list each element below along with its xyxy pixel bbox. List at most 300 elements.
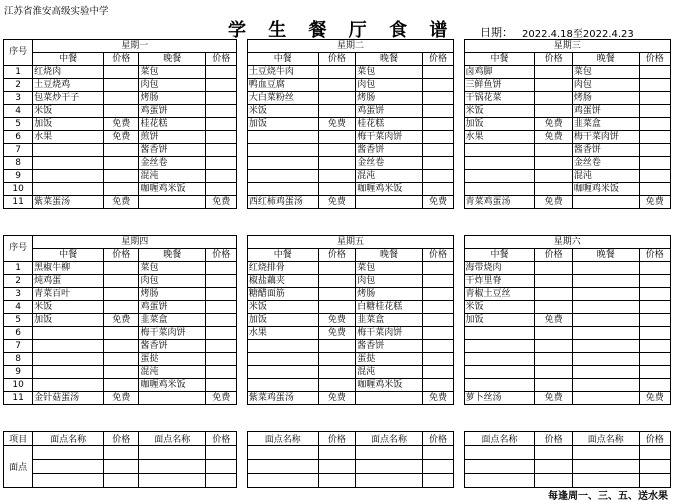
lunch-item (247, 379, 318, 392)
menu-row (4, 262, 671, 275)
gap (237, 379, 247, 392)
gap (237, 366, 247, 379)
dinner-item: 白糖桂花糕 (356, 301, 423, 314)
lunch-price: 免费 (318, 314, 356, 327)
dinner-item (572, 196, 639, 209)
dinner-price (206, 353, 237, 366)
gap (237, 40, 247, 53)
dinner-item: 肉包 (356, 79, 423, 92)
lunch-item (464, 170, 535, 183)
lunch-item: 青菜百叶 (33, 288, 104, 301)
dinner-item: 菜包 (356, 66, 423, 79)
dinner-price (422, 144, 453, 157)
menu-row (4, 392, 671, 405)
gap (237, 118, 247, 131)
price-header: 价格 (206, 249, 237, 262)
row-number: 3 (4, 92, 33, 105)
lunch-item: 米饭 (33, 105, 104, 118)
dinner-price (639, 366, 670, 379)
dinner-item: 烤肠 (139, 92, 206, 105)
dinner-price (206, 170, 237, 183)
lunch-item: 土豆烧牛肉 (247, 66, 318, 79)
dinner-price (206, 366, 237, 379)
gap (454, 340, 464, 353)
dinner-item: 金丝卷 (572, 157, 639, 170)
day-header: 星期一 (33, 40, 237, 53)
gap (454, 314, 464, 327)
dinner-item: 肉包 (139, 79, 206, 92)
dinner-price (206, 144, 237, 157)
snack-header-row (4, 432, 671, 446)
lunch-item: 米饭 (464, 105, 535, 118)
menu-row (4, 157, 671, 170)
lunch-price (535, 301, 573, 314)
dinner-price (639, 144, 670, 157)
lunch-price (104, 379, 139, 392)
dinner-price: 免费 (639, 196, 670, 209)
lunch-item: 加饭 (247, 314, 318, 327)
snack-row (4, 446, 671, 460)
gap (237, 66, 247, 79)
lunch-price (318, 183, 356, 196)
gap (454, 262, 464, 275)
lunch-item: 西红柿鸡蛋汤 (247, 196, 318, 209)
gap (454, 196, 464, 209)
row-number: 5 (4, 314, 33, 327)
gap (237, 196, 247, 209)
row-number: 8 (4, 157, 33, 170)
gap (237, 262, 247, 275)
gap (237, 327, 247, 340)
dinner-price: 免费 (422, 196, 453, 209)
lunch-header: 中餐 (464, 249, 535, 262)
date-value: 2022.4.18至2022.4.23 (522, 29, 634, 40)
lunch-item (33, 183, 104, 196)
footer-note: 每逢周一、三、五、送水果 (548, 491, 668, 502)
lunch-item: 海带烧肉 (464, 262, 535, 275)
dinner-price (206, 301, 237, 314)
gap (237, 340, 247, 353)
dinner-price (639, 301, 670, 314)
lunch-price (318, 79, 356, 92)
row-number: 2 (4, 79, 33, 92)
snack-name-header: 面点名称 (33, 432, 104, 446)
row-number: 6 (4, 327, 33, 340)
lunch-price: 免费 (318, 196, 356, 209)
gap (237, 157, 247, 170)
lunch-item (247, 144, 318, 157)
lunch-price (535, 92, 573, 105)
dinner-price (422, 275, 453, 288)
lunch-item (33, 340, 104, 353)
gap (454, 432, 464, 446)
lunch-price (535, 170, 573, 183)
lunch-item: 黑椒牛柳 (33, 262, 104, 275)
lunch-item: 红烧排骨 (247, 262, 318, 275)
dinner-item: 金丝卷 (139, 157, 206, 170)
lunch-price (104, 66, 139, 79)
dinner-item: 酱香饼 (356, 340, 423, 353)
dinner-price (422, 366, 453, 379)
gap (454, 353, 464, 366)
row-number: 7 (4, 144, 33, 157)
lunch-price (104, 327, 139, 340)
lunch-price: 免费 (535, 314, 573, 327)
dinner-item (572, 275, 639, 288)
dinner-price (422, 314, 453, 327)
lunch-header: 中餐 (247, 249, 318, 262)
dinner-item: 菜包 (139, 262, 206, 275)
gap (454, 40, 464, 53)
gap (237, 392, 247, 405)
lunch-price (535, 340, 573, 353)
menu-row (4, 66, 671, 79)
lunch-item (247, 183, 318, 196)
gap (237, 183, 247, 196)
lunch-price (104, 366, 139, 379)
dinner-item: 烤肠 (356, 92, 423, 105)
dinner-price (422, 79, 453, 92)
lunch-price (318, 379, 356, 392)
lunch-header: 中餐 (33, 53, 104, 66)
dinner-price (422, 288, 453, 301)
gap (237, 53, 247, 66)
dinner-item: 咖喱鸡米饭 (356, 183, 423, 196)
lunch-price (535, 79, 573, 92)
gap (237, 92, 247, 105)
dinner-price (206, 118, 237, 131)
dinner-price (206, 79, 237, 92)
dinner-price (206, 275, 237, 288)
dinner-item (572, 314, 639, 327)
gap (454, 301, 464, 314)
row-number: 3 (4, 288, 33, 301)
menu-row (4, 288, 671, 301)
lunch-price (535, 157, 573, 170)
lunch-item: 鸭血豆腐 (247, 79, 318, 92)
snack-row-label: 面点 (4, 446, 33, 488)
dinner-item: 肉包 (572, 79, 639, 92)
lunch-price (318, 157, 356, 170)
dinner-item (356, 392, 423, 405)
lunch-item (464, 144, 535, 157)
dinner-item: 咖喱鸡米饭 (572, 183, 639, 196)
menu-row (4, 118, 671, 131)
dinner-item (572, 392, 639, 405)
lunch-item (33, 379, 104, 392)
menu-row (4, 196, 671, 209)
lunch-price: 免费 (104, 314, 139, 327)
snack-price-header: 价格 (206, 432, 237, 446)
gap (454, 236, 464, 249)
column-header-row (4, 53, 671, 66)
lunch-price: 免费 (535, 118, 573, 131)
lunch-item: 加饭 (464, 118, 535, 131)
snack-price-header: 价格 (104, 432, 139, 446)
lunch-item: 干炸里脊 (464, 275, 535, 288)
row-number: 6 (4, 131, 33, 144)
lunch-item (33, 366, 104, 379)
lunch-price (318, 105, 356, 118)
menu-row (4, 131, 671, 144)
dinner-item: 鸡蛋饼 (139, 105, 206, 118)
lunch-price: 免费 (318, 392, 356, 405)
dinner-item: 酱香饼 (572, 144, 639, 157)
day-header: 星期五 (247, 236, 453, 249)
lunch-price (104, 157, 139, 170)
lunch-item (464, 327, 535, 340)
gap (454, 379, 464, 392)
lunch-price (535, 366, 573, 379)
lunch-price (535, 66, 573, 79)
dinner-header: 晚餐 (572, 53, 639, 66)
lunch-item: 紫菜鸡蛋汤 (247, 392, 318, 405)
lunch-price (104, 170, 139, 183)
lunch-price: 免费 (104, 118, 139, 131)
dinner-price (639, 157, 670, 170)
lunch-price (535, 353, 573, 366)
dinner-price (206, 288, 237, 301)
lunch-price (535, 288, 573, 301)
dinner-item: 菜包 (139, 66, 206, 79)
lunch-item: 水果 (247, 327, 318, 340)
lunch-price: 免费 (318, 118, 356, 131)
lunch-price (535, 327, 573, 340)
dinner-item (572, 327, 639, 340)
dinner-item (139, 196, 206, 209)
lunch-price (318, 340, 356, 353)
dinner-item (356, 196, 423, 209)
dinner-item (572, 353, 639, 366)
dinner-price (639, 379, 670, 392)
gap (454, 53, 464, 66)
dinner-price (639, 79, 670, 92)
lunch-price (535, 379, 573, 392)
lunch-price: 免费 (318, 327, 356, 340)
dinner-item: 煎饼 (139, 131, 206, 144)
lunch-item (247, 170, 318, 183)
dinner-item: 混沌 (139, 366, 206, 379)
row-number: 11 (4, 392, 33, 405)
lunch-item: 米饭 (247, 301, 318, 314)
gap (237, 236, 247, 249)
dinner-item: 酱香饼 (139, 340, 206, 353)
row-number: 7 (4, 340, 33, 353)
dinner-item: 鸡蛋饼 (139, 301, 206, 314)
gap (454, 170, 464, 183)
lunch-item (247, 353, 318, 366)
lunch-header: 中餐 (33, 249, 104, 262)
dinner-price (639, 353, 670, 366)
lunch-price: 免费 (104, 196, 139, 209)
lunch-item: 包菜炒干子 (33, 92, 104, 105)
row-number: 10 (4, 379, 33, 392)
lunch-price (104, 79, 139, 92)
lunch-item: 米饭 (464, 301, 535, 314)
seq-header: 序号 (4, 40, 33, 66)
dinner-item: 梅干菜肉饼 (139, 327, 206, 340)
menu-row (4, 79, 671, 92)
dinner-item: 梅干菜肉饼 (356, 131, 423, 144)
dinner-price (639, 92, 670, 105)
dinner-price: 免费 (206, 392, 237, 405)
dinner-price (639, 170, 670, 183)
gap (454, 157, 464, 170)
dinner-price (639, 262, 670, 275)
dinner-item: 混沌 (356, 366, 423, 379)
lunch-item: 红烧肉 (33, 66, 104, 79)
lunch-item: 三鲜鱼饼 (464, 79, 535, 92)
dinner-price (206, 340, 237, 353)
menu-row (4, 379, 671, 392)
lunch-item: 卤鸡脚 (464, 66, 535, 79)
lunch-item: 萝卜丝汤 (464, 392, 535, 405)
lunch-item: 糖醋面筋 (247, 288, 318, 301)
gap (454, 144, 464, 157)
lunch-item: 干锅花菜 (464, 92, 535, 105)
gap (237, 353, 247, 366)
seq-header: 序号 (4, 236, 33, 262)
dinner-price (206, 66, 237, 79)
lunch-item (464, 379, 535, 392)
dinner-price (206, 327, 237, 340)
price-header: 价格 (104, 53, 139, 66)
dinner-item: 咖喱鸡米饭 (356, 379, 423, 392)
gap (237, 432, 247, 446)
dinner-item: 梅干菜肉饼 (572, 131, 639, 144)
menu-row (4, 366, 671, 379)
menu-row (4, 340, 671, 353)
dinner-price (206, 131, 237, 144)
lunch-price (104, 144, 139, 157)
row-number: 9 (4, 170, 33, 183)
gap (454, 118, 464, 131)
lunch-item (33, 157, 104, 170)
lunch-item: 米饭 (247, 105, 318, 118)
dinner-item: 肉包 (139, 275, 206, 288)
price-header: 价格 (639, 249, 670, 262)
gap (454, 66, 464, 79)
gap (454, 392, 464, 405)
day-header: 星期四 (33, 236, 237, 249)
lunch-price: 免费 (535, 392, 573, 405)
dinner-price (206, 92, 237, 105)
dinner-price (206, 105, 237, 118)
lunch-price (104, 92, 139, 105)
lunch-item: 加饭 (464, 314, 535, 327)
lunch-item: 水果 (464, 131, 535, 144)
lunch-price (104, 288, 139, 301)
lunch-item: 水果 (33, 131, 104, 144)
dinner-price (422, 262, 453, 275)
day-header-row (4, 236, 671, 249)
gap (237, 301, 247, 314)
gap (454, 92, 464, 105)
dinner-item: 咖喱鸡米饭 (139, 379, 206, 392)
dinner-price (422, 131, 453, 144)
dinner-item: 桂花糕 (139, 118, 206, 131)
lunch-price (318, 92, 356, 105)
lunch-price (104, 353, 139, 366)
lunch-price (535, 144, 573, 157)
dinner-price (422, 301, 453, 314)
dinner-item (572, 366, 639, 379)
page-title: 学 生 餐 厅 食 谱 (228, 20, 456, 41)
column-header-row (4, 249, 671, 262)
lunch-item: 金针菇蛋汤 (33, 392, 104, 405)
dinner-price (422, 170, 453, 183)
dinner-item: 混沌 (139, 170, 206, 183)
lunch-header: 中餐 (247, 53, 318, 66)
dinner-item: 蛋挞 (356, 353, 423, 366)
menu-row (4, 170, 671, 183)
dinner-item: 桂花糕 (356, 118, 423, 131)
lunch-price (318, 288, 356, 301)
snack-price-header: 价格 (535, 432, 573, 446)
dinner-item (572, 379, 639, 392)
lunch-price (535, 105, 573, 118)
menu-row (4, 301, 671, 314)
lunch-item (464, 157, 535, 170)
snack-name-header: 面点名称 (464, 432, 535, 446)
day-header: 星期三 (464, 40, 670, 53)
date-label: 日期： (480, 26, 513, 39)
lunch-item: 米饭 (33, 301, 104, 314)
row-number: 4 (4, 105, 33, 118)
dinner-item: 烤肠 (139, 288, 206, 301)
dinner-price (422, 183, 453, 196)
gap (237, 105, 247, 118)
gap (237, 249, 247, 262)
gap (237, 79, 247, 92)
dinner-item: 混沌 (356, 170, 423, 183)
price-header: 价格 (535, 53, 573, 66)
lunch-price (318, 262, 356, 275)
lunch-item (33, 327, 104, 340)
dinner-price (639, 131, 670, 144)
gap (454, 249, 464, 262)
dinner-item: 梅干菜肉饼 (356, 327, 423, 340)
snack-name-header: 面点名称 (139, 432, 206, 446)
lunch-price (535, 183, 573, 196)
lunch-item (247, 157, 318, 170)
dinner-item: 酱香饼 (356, 144, 423, 157)
gap (454, 366, 464, 379)
snack-price-header: 价格 (639, 432, 670, 446)
lunch-item: 加饭 (33, 118, 104, 131)
day-header: 星期六 (464, 236, 670, 249)
gap (454, 183, 464, 196)
dinner-price (206, 262, 237, 275)
dinner-header: 晚餐 (139, 53, 206, 66)
lunch-item: 青椒土豆丝 (464, 288, 535, 301)
lunch-price: 免费 (535, 196, 573, 209)
snack-row (4, 460, 671, 474)
dinner-price (206, 314, 237, 327)
row-number: 2 (4, 275, 33, 288)
dinner-price (639, 340, 670, 353)
dinner-price (422, 340, 453, 353)
lunch-price: 免费 (535, 131, 573, 144)
gap (237, 170, 247, 183)
dinner-item: 鸡蛋饼 (356, 105, 423, 118)
lunch-item: 加饭 (33, 314, 104, 327)
lunch-price (104, 105, 139, 118)
lunch-price (104, 275, 139, 288)
snack-row (4, 474, 671, 488)
lunch-item: 椒盐藕夹 (247, 275, 318, 288)
gap (454, 131, 464, 144)
